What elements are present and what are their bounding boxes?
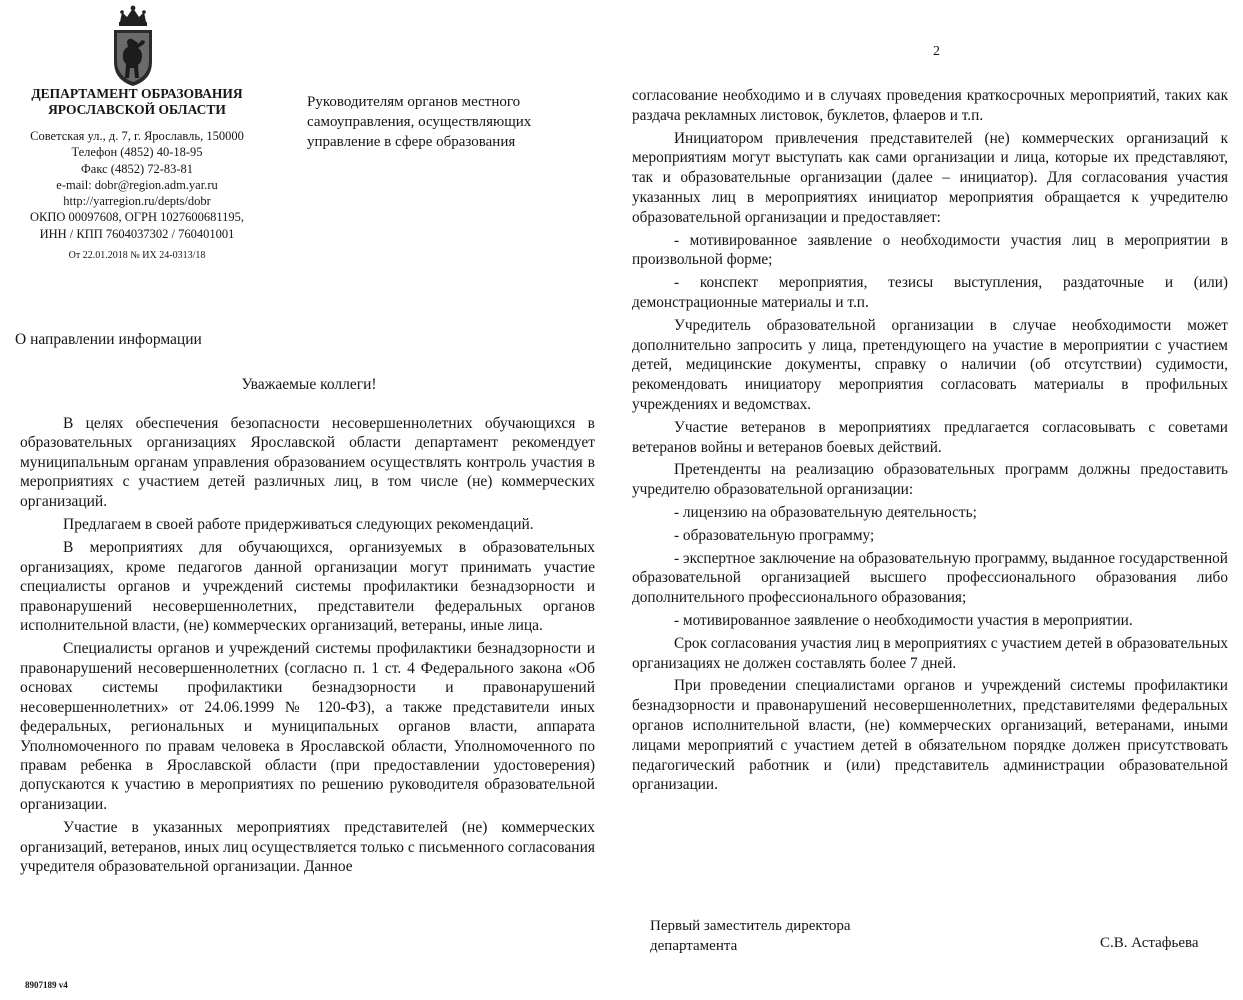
body-paragraph: Срок согласования участия лиц в мероприятиях с участием детей в образовательных организациях не должен составлять более 7 дней. — [632, 634, 1228, 672]
body-paragraph: Специалисты органов и учреждений системы профилактики безнадзорности и правонарушений несовершеннолетних (согласно п. 1 ст. 4 Федерального закона «Об основах системы профилактики безнадзорности и правонарушений несовершеннолетних» от 24.06.1999 № 120-ФЗ), а также представители иных федеральных, региональных и муниципальных органов власти, аппарата Уполномоченного по правам человека в Ярославской области, Уполномоченного по правам ребенка в Ярославской области (при предоставлении удостоверения) допускаются к участию в мероприятиях по решению руководителя образовательной организации. — [20, 640, 595, 813]
body-paragraph: В мероприятиях для обучающихся, организуемых в образовательных организациях, кроме педагогов данной организации могут принимать участие специалисты органов и учреждений системы профилактики безнадзорности и правонарушений несовершеннолетних, представители федеральных органов исполнительной власти, (не) коммерческих организаций, ветераны, иные лица. — [20, 539, 595, 635]
okpo-ogrn: ОКПО 00097608, ОГРН 1027600681195, — [29, 210, 245, 225]
org-name — [14, 86, 260, 118]
outgoing-reference: От 22.01.2018 № ИХ 24-0313/18 — [68, 250, 206, 262]
greeting: Уважаемые коллеги! — [241, 376, 377, 393]
org-name-line2: ЯРОСЛАВСКОЙ ОБЛАСТИ — [48, 102, 226, 117]
signatory-title-line2: департамента — [650, 938, 738, 954]
body-paragraph: Претенденты на реализацию образовательных программ должны предоставить учредителю образовательной организации: — [632, 461, 1228, 499]
letter-page-1 — [0, 0, 618, 1000]
body-paragraph: согласование необходимо и в случаях проведения краткосрочных мероприятий, таких как раздача рекламных листовок, буклетов, флаеров и т.п. — [632, 87, 1228, 124]
org-contacts — [14, 128, 260, 242]
page-number: 2 — [933, 44, 940, 59]
list-item: - мотивированное заявление о необходимости участия в мероприятии. — [674, 611, 1133, 629]
sender-block — [14, 86, 260, 261]
signatory-title-line1: Первый заместитель директора — [650, 918, 851, 934]
body-paragraph: При проведении специалистами органов и учреждений системы профилактики безнадзорности и правонарушений несовершеннолетних, представителями федеральных органов исполнительной власти, (не) коммерческих организаций, ветеранами, иными лицами мероприятий с участием детей в обязательном порядке должен присутствовать педагогический работник и (или) представитель администрации образовательной организации. — [632, 677, 1228, 794]
body-paragraph: Предлагаем в своей работе придерживаться следующих рекомендаций. — [63, 516, 534, 534]
document-code: 8907189 v4 — [25, 980, 68, 990]
phone: Телефон (4852) 40-18-95 — [71, 145, 203, 160]
body-paragraph: Участие в указанных мероприятиях представителей (не) коммерческих организаций, ветеранов, иных лиц осуществляется только с письменного согласования учредителя образовательной организации. Данное — [20, 819, 595, 875]
list-item: - экспертное заключение на образовательную программу, выданное государственной образовательной организацией высшего профессионального образования либо дополнительного профессионального образования; — [632, 549, 1228, 607]
list-item: - конспект мероприятия, тезисы выступления, раздаточные и (или) демонстрационные материалы и т.п. — [632, 274, 1228, 311]
signatory-name: С.В. Астафьева — [1100, 935, 1199, 951]
letter-body-page-1 — [20, 414, 595, 880]
coat-of-arms-emblem — [111, 4, 155, 88]
website: http://yarregion.ru/depts/dobr — [63, 194, 211, 209]
inn-kpp: ИНН / КПП 7604037302 / 760401001 — [39, 226, 235, 241]
subject-line: О направлении информации — [15, 331, 202, 348]
address: Советская ул., д. 7, г. Ярославль, 150000 — [30, 129, 244, 143]
email: e-mail: dobr@region.adm.yar.ru — [56, 177, 218, 192]
body-paragraph: Учредитель образовательной организации в случае необходимости может дополнительно запросить у лица, претендующего на участие в мероприятии с участием детей, медицинские документы, справку о наличии (об отсутствии) судимости, рекомендовать инициатору мероприятия согласовать материалы в профильных учреждениях и ведомствах. — [632, 316, 1228, 413]
body-paragraph: Инициатором привлечения представителей (не) коммерческих организаций к мероприятиям могут выступать как сами организации и лица, которые их представляют, так и образовательные организации (далее – инициатор). Для согласования участия указанных лиц в мероприятиях инициатор мероприятия обращается к учредителю образовательной организации и предоставляет: — [632, 129, 1228, 226]
letter-page-2 — [620, 0, 1243, 1000]
list-item: - лицензию на образовательную деятельность; — [674, 503, 977, 521]
fax: Факс (4852) 72-83-81 — [80, 161, 194, 176]
body-paragraph: Участие ветеранов в мероприятиях предлагается согласовывать с советами ветеранов войны и ветеранов боевых действий. — [632, 418, 1228, 456]
signatory-title — [650, 916, 851, 956]
body-paragraph: В целях обеспечения безопасности несовершеннолетних обучающихся в образовательных организациях Ярославской области департамент рекомендует муниципальным органам управления образованием осуществлять контроль участия в мероприятиях с участием детей различных лиц, в том числе (не) коммерческих организаций. — [20, 415, 595, 510]
letter-body-page-2 — [632, 86, 1228, 798]
list-item: - образовательную программу; — [674, 526, 875, 544]
list-item: - мотивированное заявление о необходимости участия лиц в мероприятии в произвольной форме; — [632, 231, 1228, 269]
org-name-line1: ДЕПАРТАМЕНТ ОБРАЗОВАНИЯ — [31, 86, 243, 101]
addressee: Руководителям органов местного самоуправления, осуществляющих управление в сфере образования — [307, 94, 532, 150]
